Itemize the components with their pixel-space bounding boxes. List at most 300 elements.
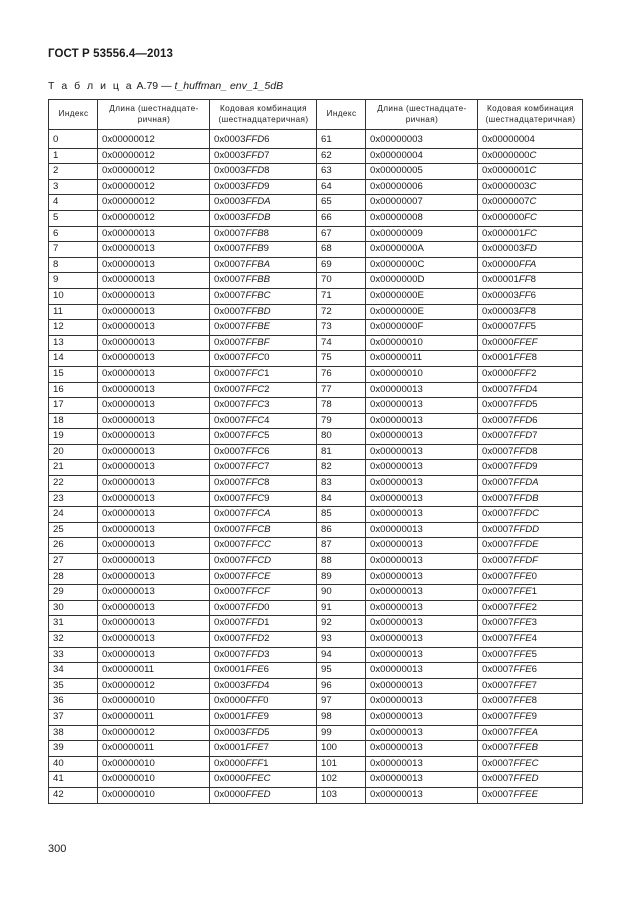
cell-length-2: 0x00000013 <box>366 413 478 429</box>
cell-length-2: 0x00000013 <box>366 694 478 710</box>
cell-index: 11 <box>49 304 98 320</box>
cell-code: 0x0007FFD2 <box>210 632 317 648</box>
cell-length-2: 0x00000013 <box>366 709 478 725</box>
cell-code-2: 0x0007FFDF <box>478 554 583 570</box>
cell-length-2: 0x00000013 <box>366 429 478 445</box>
table-row <box>49 491 583 507</box>
cell-index-2: 89 <box>317 569 366 585</box>
cell-index: 22 <box>49 476 98 492</box>
cell-index-2: 101 <box>317 756 366 772</box>
header-code-2: Кодовая комбинация (шестнадцатеричная) <box>478 100 583 130</box>
cell-length-2: 0x00000013 <box>366 491 478 507</box>
cell-index: 28 <box>49 569 98 585</box>
cell-index-2: 82 <box>317 460 366 476</box>
cell-length: 0x00000013 <box>98 382 210 398</box>
cell-length: 0x00000012 <box>98 130 210 149</box>
cell-code: 0x0007FFCF <box>210 585 317 601</box>
cell-length-2: 0x00000013 <box>366 787 478 803</box>
table-row <box>49 179 583 195</box>
cell-index-2: 98 <box>317 709 366 725</box>
table-row <box>49 335 583 351</box>
cell-code-2: 0x0007FFE0 <box>478 569 583 585</box>
cell-index: 2 <box>49 164 98 180</box>
cell-code: 0x0007FFC2 <box>210 382 317 398</box>
table-caption <box>48 80 283 92</box>
cell-code: 0x0000FFED <box>210 787 317 803</box>
cell-index: 18 <box>49 413 98 429</box>
table-row <box>49 257 583 273</box>
cell-index: 7 <box>49 242 98 258</box>
table-row <box>49 460 583 476</box>
cell-index-2: 76 <box>317 366 366 382</box>
caption-table-name: t_huffman_ env_1_5dB <box>174 80 284 92</box>
table-row <box>49 709 583 725</box>
header-length: Длина (шестнадцате-ричная) <box>98 100 210 130</box>
cell-length: 0x00000012 <box>98 179 210 195</box>
cell-index-2: 79 <box>317 413 366 429</box>
cell-code-2: 0x0007FFEA <box>478 725 583 741</box>
cell-index: 14 <box>49 351 98 367</box>
cell-code-2: 0x0000001C <box>478 164 583 180</box>
cell-code-2: 0x0007FFE7 <box>478 678 583 694</box>
cell-length-2: 0x00000013 <box>366 476 478 492</box>
cell-code: 0x0007FFCB <box>210 522 317 538</box>
table-row <box>49 366 583 382</box>
table-row <box>49 382 583 398</box>
cell-code-2: 0x0007FFE1 <box>478 585 583 601</box>
cell-length-2: 0x00000013 <box>366 538 478 554</box>
table-row <box>49 569 583 585</box>
cell-length: 0x00000011 <box>98 663 210 679</box>
cell-code-2: 0x0007FFD7 <box>478 429 583 445</box>
cell-length: 0x00000013 <box>98 491 210 507</box>
cell-index-2: 71 <box>317 288 366 304</box>
cell-index-2: 88 <box>317 554 366 570</box>
header-index: Индекс <box>49 100 98 130</box>
cell-code: 0x0007FFBE <box>210 320 317 336</box>
cell-length: 0x00000013 <box>98 413 210 429</box>
cell-index-2: 81 <box>317 444 366 460</box>
cell-index: 6 <box>49 226 98 242</box>
cell-code-2: 0x0007FFDB <box>478 491 583 507</box>
cell-index: 29 <box>49 585 98 601</box>
cell-code-2: 0x0007FFE8 <box>478 694 583 710</box>
cell-index-2: 68 <box>317 242 366 258</box>
cell-index-2: 77 <box>317 382 366 398</box>
cell-code-2: 0x0007FFDE <box>478 538 583 554</box>
table-header-row <box>49 100 583 130</box>
document-title: ГОСТ Р 53556.4—2013 <box>48 48 173 60</box>
cell-length-2: 0x0000000E <box>366 288 478 304</box>
cell-code: 0x0003FFD6 <box>210 130 317 149</box>
cell-length: 0x00000013 <box>98 600 210 616</box>
cell-length-2: 0x00000013 <box>366 600 478 616</box>
cell-index: 10 <box>49 288 98 304</box>
cell-code: 0x0000FFF0 <box>210 694 317 710</box>
cell-length-2: 0x00000010 <box>366 335 478 351</box>
cell-code: 0x0007FFC5 <box>210 429 317 445</box>
cell-index-2: 100 <box>317 741 366 757</box>
cell-length-2: 0x00000006 <box>366 179 478 195</box>
cell-code-2: 0x0007FFDD <box>478 522 583 538</box>
cell-index: 27 <box>49 554 98 570</box>
cell-index-2: 62 <box>317 148 366 164</box>
cell-code-2: 0x0007FFD5 <box>478 398 583 414</box>
cell-code: 0x0003FFD4 <box>210 678 317 694</box>
table-row <box>49 210 583 226</box>
cell-index-2: 95 <box>317 663 366 679</box>
cell-code-2: 0x00000FFA <box>478 257 583 273</box>
cell-code: 0x0007FFD3 <box>210 647 317 663</box>
cell-code: 0x0007FFC1 <box>210 366 317 382</box>
page-number: 300 <box>48 843 67 855</box>
header-code: Кодовая комбинация (шестнадцатеричная) <box>210 100 317 130</box>
cell-length: 0x00000013 <box>98 288 210 304</box>
cell-code-2: 0x0007FFED <box>478 772 583 788</box>
cell-index-2: 92 <box>317 616 366 632</box>
table-row <box>49 522 583 538</box>
table-row <box>49 130 583 149</box>
table-row <box>49 616 583 632</box>
cell-length: 0x00000013 <box>98 632 210 648</box>
cell-index: 0 <box>49 130 98 149</box>
cell-length: 0x00000010 <box>98 756 210 772</box>
cell-length-2: 0x00000013 <box>366 678 478 694</box>
cell-length: 0x00000013 <box>98 398 210 414</box>
cell-code: 0x0007FFBB <box>210 273 317 289</box>
cell-code-2: 0x0001FFE8 <box>478 351 583 367</box>
cell-code: 0x0003FFDA <box>210 195 317 211</box>
cell-index-2: 66 <box>317 210 366 226</box>
table-row <box>49 242 583 258</box>
cell-index: 36 <box>49 694 98 710</box>
caption-prefix: Т а б л и ц а <box>48 80 134 92</box>
cell-code: 0x0007FFB8 <box>210 226 317 242</box>
cell-index: 15 <box>49 366 98 382</box>
table-row <box>49 273 583 289</box>
table-row <box>49 772 583 788</box>
table-row <box>49 741 583 757</box>
cell-code-2: 0x0007FFD4 <box>478 382 583 398</box>
cell-length-2: 0x0000000E <box>366 304 478 320</box>
cell-index: 25 <box>49 522 98 538</box>
cell-length: 0x00000011 <box>98 741 210 757</box>
cell-length-2: 0x00000013 <box>366 663 478 679</box>
table-row <box>49 195 583 211</box>
cell-index: 23 <box>49 491 98 507</box>
cell-length: 0x00000012 <box>98 210 210 226</box>
cell-code-2: 0x0000003C <box>478 179 583 195</box>
cell-index: 35 <box>49 678 98 694</box>
cell-code-2: 0x0000000C <box>478 148 583 164</box>
cell-index: 19 <box>49 429 98 445</box>
cell-index-2: 102 <box>317 772 366 788</box>
table-row <box>49 538 583 554</box>
cell-code: 0x0007FFC6 <box>210 444 317 460</box>
table-row <box>49 585 583 601</box>
table-row <box>49 507 583 523</box>
cell-index: 41 <box>49 772 98 788</box>
cell-length: 0x00000013 <box>98 522 210 538</box>
cell-length: 0x00000012 <box>98 148 210 164</box>
cell-index-2: 72 <box>317 304 366 320</box>
cell-length-2: 0x00000008 <box>366 210 478 226</box>
cell-code: 0x0007FFCE <box>210 569 317 585</box>
cell-length-2: 0x00000013 <box>366 725 478 741</box>
cell-code-2: 0x0007FFE9 <box>478 709 583 725</box>
cell-index-2: 97 <box>317 694 366 710</box>
cell-code: 0x0001FFE7 <box>210 741 317 757</box>
cell-length-2: 0x00000013 <box>366 585 478 601</box>
cell-code-2: 0x000000FC <box>478 210 583 226</box>
cell-length: 0x00000013 <box>98 585 210 601</box>
cell-length-2: 0x00000007 <box>366 195 478 211</box>
table-row <box>49 320 583 336</box>
cell-code-2: 0x0000007C <box>478 195 583 211</box>
cell-index: 34 <box>49 663 98 679</box>
table-row <box>49 756 583 772</box>
cell-length: 0x00000013 <box>98 429 210 445</box>
table-row <box>49 678 583 694</box>
cell-length-2: 0x00000013 <box>366 554 478 570</box>
cell-length-2: 0x00000013 <box>366 507 478 523</box>
cell-index: 38 <box>49 725 98 741</box>
cell-index: 39 <box>49 741 98 757</box>
table-row <box>49 632 583 648</box>
cell-length: 0x00000013 <box>98 476 210 492</box>
cell-length: 0x00000010 <box>98 694 210 710</box>
table-row <box>49 429 583 445</box>
cell-length-2: 0x00000013 <box>366 616 478 632</box>
cell-code-2: 0x0007FFEC <box>478 756 583 772</box>
cell-length: 0x00000013 <box>98 460 210 476</box>
cell-code: 0x0007FFC8 <box>210 476 317 492</box>
huffman-table <box>48 99 583 804</box>
cell-code: 0x0007FFC0 <box>210 351 317 367</box>
cell-code-2: 0x0007FFE6 <box>478 663 583 679</box>
cell-index-2: 70 <box>317 273 366 289</box>
cell-code: 0x0007FFCA <box>210 507 317 523</box>
cell-code-2: 0x0007FFEE <box>478 787 583 803</box>
cell-length: 0x00000013 <box>98 647 210 663</box>
cell-index-2: 93 <box>317 632 366 648</box>
cell-length: 0x00000013 <box>98 304 210 320</box>
cell-code-2: 0x0007FFEB <box>478 741 583 757</box>
cell-index: 37 <box>49 709 98 725</box>
cell-index: 12 <box>49 320 98 336</box>
cell-length-2: 0x0000000D <box>366 273 478 289</box>
cell-index-2: 83 <box>317 476 366 492</box>
cell-code: 0x0007FFBA <box>210 257 317 273</box>
cell-index: 42 <box>49 787 98 803</box>
cell-code-2: 0x0007FFDC <box>478 507 583 523</box>
cell-index-2: 103 <box>317 787 366 803</box>
cell-code: 0x0000FFEC <box>210 772 317 788</box>
cell-index-2: 99 <box>317 725 366 741</box>
cell-code-2: 0x0007FFD8 <box>478 444 583 460</box>
table-row <box>49 694 583 710</box>
cell-length-2: 0x0000000C <box>366 257 478 273</box>
cell-code: 0x0007FFC3 <box>210 398 317 414</box>
cell-index: 32 <box>49 632 98 648</box>
cell-length: 0x00000013 <box>98 273 210 289</box>
cell-code: 0x0003FFD9 <box>210 179 317 195</box>
cell-code: 0x0007FFB9 <box>210 242 317 258</box>
cell-length: 0x00000012 <box>98 164 210 180</box>
cell-length-2: 0x00000013 <box>366 444 478 460</box>
cell-code-2: 0x0000FFEF <box>478 335 583 351</box>
cell-index-2: 84 <box>317 491 366 507</box>
cell-code: 0x0003FFD5 <box>210 725 317 741</box>
cell-code-2: 0x000003FD <box>478 242 583 258</box>
cell-length: 0x00000013 <box>98 351 210 367</box>
header-index-2: Индекс <box>317 100 366 130</box>
cell-code: 0x0007FFBC <box>210 288 317 304</box>
cell-index-2: 96 <box>317 678 366 694</box>
table-row <box>49 398 583 414</box>
cell-length-2: 0x00000013 <box>366 382 478 398</box>
cell-index: 21 <box>49 460 98 476</box>
header-length-2: Длина (шестнадцате-ричная) <box>366 100 478 130</box>
cell-index-2: 85 <box>317 507 366 523</box>
cell-code-2: 0x00003FF8 <box>478 304 583 320</box>
cell-length: 0x00000012 <box>98 195 210 211</box>
cell-length: 0x00000013 <box>98 507 210 523</box>
cell-index: 26 <box>49 538 98 554</box>
cell-length: 0x00000013 <box>98 569 210 585</box>
cell-length-2: 0x00000013 <box>366 460 478 476</box>
table-row <box>49 663 583 679</box>
table-row <box>49 164 583 180</box>
table-row <box>49 476 583 492</box>
cell-index-2: 75 <box>317 351 366 367</box>
cell-index-2: 74 <box>317 335 366 351</box>
cell-index: 20 <box>49 444 98 460</box>
table-row <box>49 554 583 570</box>
cell-index-2: 94 <box>317 647 366 663</box>
cell-code: 0x0003FFD8 <box>210 164 317 180</box>
cell-length-2: 0x00000013 <box>366 756 478 772</box>
cell-length-2: 0x00000005 <box>366 164 478 180</box>
table-row <box>49 413 583 429</box>
cell-index-2: 78 <box>317 398 366 414</box>
caption-number: A.79 — <box>136 80 175 92</box>
cell-length-2: 0x00000010 <box>366 366 478 382</box>
cell-code: 0x0007FFC9 <box>210 491 317 507</box>
cell-index: 3 <box>49 179 98 195</box>
cell-length-2: 0x00000013 <box>366 772 478 788</box>
cell-code: 0x0007FFD0 <box>210 600 317 616</box>
cell-code: 0x0007FFCD <box>210 554 317 570</box>
cell-length: 0x00000013 <box>98 335 210 351</box>
cell-length: 0x00000013 <box>98 538 210 554</box>
cell-code: 0x0007FFC4 <box>210 413 317 429</box>
cell-index-2: 65 <box>317 195 366 211</box>
cell-code-2: 0x0007FFE5 <box>478 647 583 663</box>
cell-length: 0x00000010 <box>98 787 210 803</box>
cell-code-2: 0x00000004 <box>478 130 583 149</box>
table-row <box>49 288 583 304</box>
cell-length-2: 0x00000011 <box>366 351 478 367</box>
cell-code: 0x0007FFBF <box>210 335 317 351</box>
cell-index-2: 67 <box>317 226 366 242</box>
cell-index-2: 63 <box>317 164 366 180</box>
cell-code: 0x0003FFDB <box>210 210 317 226</box>
cell-length: 0x00000012 <box>98 678 210 694</box>
cell-index-2: 90 <box>317 585 366 601</box>
table-row <box>49 600 583 616</box>
cell-index: 24 <box>49 507 98 523</box>
cell-length: 0x00000013 <box>98 616 210 632</box>
cell-index: 16 <box>49 382 98 398</box>
cell-length-2: 0x00000013 <box>366 741 478 757</box>
cell-index: 5 <box>49 210 98 226</box>
cell-index-2: 80 <box>317 429 366 445</box>
cell-length: 0x00000013 <box>98 226 210 242</box>
cell-code-2: 0x0007FFD6 <box>478 413 583 429</box>
cell-index: 17 <box>49 398 98 414</box>
cell-length-2: 0x0000000F <box>366 320 478 336</box>
cell-index: 31 <box>49 616 98 632</box>
cell-index: 30 <box>49 600 98 616</box>
cell-code: 0x0000FFF1 <box>210 756 317 772</box>
table-row <box>49 725 583 741</box>
cell-length: 0x00000011 <box>98 709 210 725</box>
cell-code: 0x0001FFE9 <box>210 709 317 725</box>
cell-length-2: 0x00000013 <box>366 569 478 585</box>
cell-length: 0x00000010 <box>98 772 210 788</box>
table-row <box>49 226 583 242</box>
cell-code-2: 0x0007FFE4 <box>478 632 583 648</box>
cell-length: 0x00000012 <box>98 725 210 741</box>
cell-code-2: 0x0000FFF2 <box>478 366 583 382</box>
cell-code-2: 0x0007FFDA <box>478 476 583 492</box>
cell-length-2: 0x00000009 <box>366 226 478 242</box>
cell-code-2: 0x00007FF5 <box>478 320 583 336</box>
cell-index: 33 <box>49 647 98 663</box>
table-row <box>49 787 583 803</box>
cell-code-2: 0x00003FF6 <box>478 288 583 304</box>
cell-index: 8 <box>49 257 98 273</box>
table-row <box>49 351 583 367</box>
cell-length: 0x00000013 <box>98 257 210 273</box>
cell-code-2: 0x0007FFE3 <box>478 616 583 632</box>
table-row <box>49 148 583 164</box>
cell-length-2: 0x0000000A <box>366 242 478 258</box>
cell-index-2: 87 <box>317 538 366 554</box>
cell-code: 0x0007FFC7 <box>210 460 317 476</box>
cell-length-2: 0x00000013 <box>366 647 478 663</box>
table-row <box>49 304 583 320</box>
cell-code: 0x0007FFBD <box>210 304 317 320</box>
cell-index-2: 64 <box>317 179 366 195</box>
table-row <box>49 647 583 663</box>
cell-code: 0x0001FFE6 <box>210 663 317 679</box>
cell-length-2: 0x00000013 <box>366 632 478 648</box>
cell-index: 13 <box>49 335 98 351</box>
table-row <box>49 444 583 460</box>
cell-code: 0x0003FFD7 <box>210 148 317 164</box>
cell-code-2: 0x000001FC <box>478 226 583 242</box>
cell-length: 0x00000013 <box>98 366 210 382</box>
cell-length-2: 0x00000013 <box>366 522 478 538</box>
cell-index: 4 <box>49 195 98 211</box>
cell-index-2: 86 <box>317 522 366 538</box>
cell-index-2: 61 <box>317 130 366 149</box>
cell-length: 0x00000013 <box>98 444 210 460</box>
cell-index-2: 69 <box>317 257 366 273</box>
cell-index: 40 <box>49 756 98 772</box>
